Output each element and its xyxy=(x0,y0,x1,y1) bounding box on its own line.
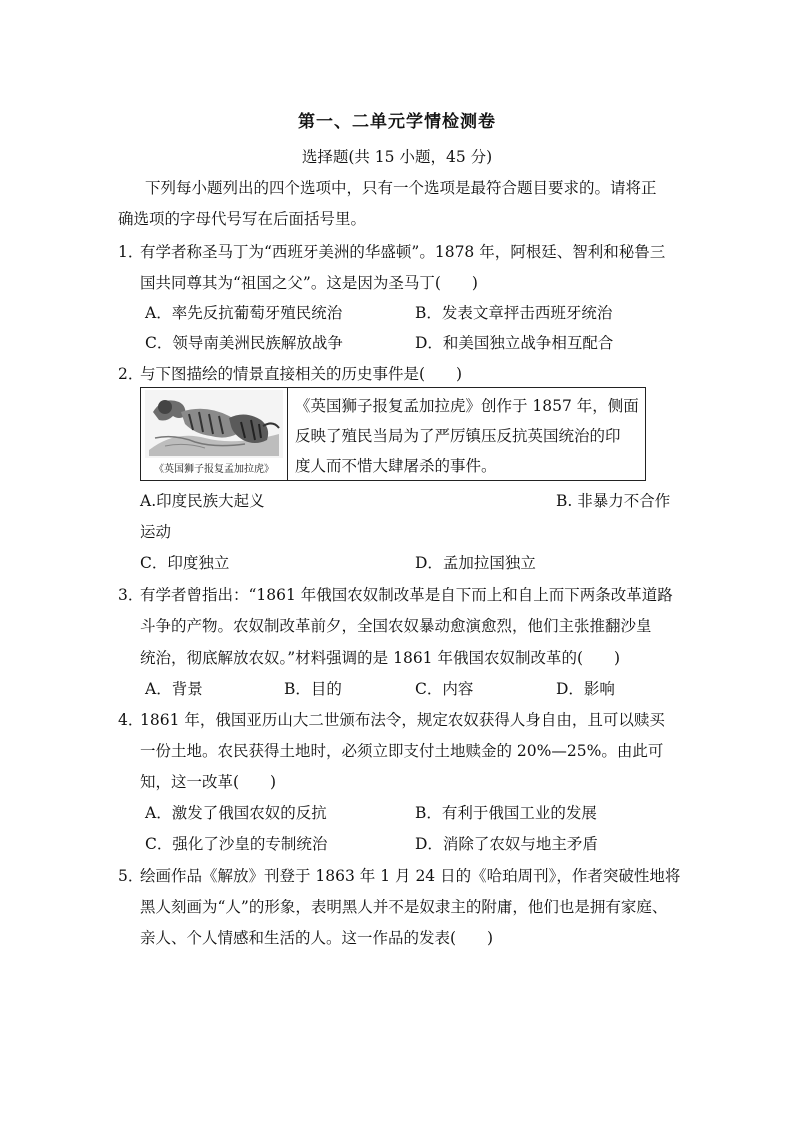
option-d: D．消除了农奴与地主矛盾 xyxy=(415,835,598,853)
question-number: 2． xyxy=(118,365,144,383)
option-a: A．背景 xyxy=(145,680,203,698)
question-number: 5． xyxy=(118,867,144,885)
figure-text-line: 《英国狮子报复孟加拉虎》创作于 1857 年，侧面 xyxy=(295,397,639,415)
option-d: D．影响 xyxy=(556,680,615,698)
option-b: B．发表文章抨击西班牙统治 xyxy=(415,304,613,322)
question-text: 国共同尊其为“祖国之父”。这是因为圣马丁( ) xyxy=(140,274,478,292)
question-text: 黑人刻画为“人”的形象，表明黑人并不是奴隶主的附庸，他们也是拥有家庭、 xyxy=(140,898,668,916)
option-a: A．率先反抗葡萄牙殖民统治 xyxy=(145,304,343,322)
option-c: C．印度独立 xyxy=(140,554,230,572)
option-b: B．有利于俄国工业的发展 xyxy=(415,804,597,822)
figure-text-line: 度人而不惜大肆屠杀的事件。 xyxy=(295,457,497,475)
question-text: 1861 年，俄国亚历山大二世颁布法令，规定农奴获得人身自由，且可以赎买 xyxy=(140,711,665,729)
option-b: B. 非暴力不合作 xyxy=(556,492,671,510)
option-d: D．和美国独立战争相互配合 xyxy=(415,334,614,352)
lion-tiger-cartoon-icon xyxy=(145,390,283,458)
figure-box xyxy=(140,387,646,481)
option-b: B．目的 xyxy=(284,680,342,698)
question-text: 知，这一改革( ) xyxy=(140,773,277,791)
option-d: D．孟加拉国独立 xyxy=(415,554,536,572)
question-text: 亲人、个人情感和生活的人。这一作品的发表( ) xyxy=(140,929,494,947)
question-number: 3． xyxy=(118,586,144,604)
question-number: 1． xyxy=(118,243,144,261)
page-title: 第一、二单元学情检测卷 xyxy=(298,112,496,132)
question-text: 斗争的产物。农奴制改革前夕，全国农奴暴动愈演愈烈，他们主张推翻沙皇 xyxy=(140,617,652,635)
question-text: 与下图描绘的情景直接相关的历史事件是( ) xyxy=(140,365,463,383)
question-number: 4． xyxy=(118,711,144,729)
figure-caption: 《英国狮子报复孟加拉虎》 xyxy=(154,464,274,475)
question-text: 有学者曾指出：“1861 年俄国农奴制改革是自下而上和自上而下两条改革道路 xyxy=(140,586,673,604)
figure-text-line: 反映了殖民当局为了严厉镇压反抗英国统治的印 xyxy=(295,427,621,445)
section-heading: 选择题(共 15 小题，45 分) xyxy=(301,148,493,166)
instruction-line: 确选项的字母代号写在后面括号里。 xyxy=(118,210,367,228)
question-text: 统治，彻底解放农奴。”材料强调的是 1861 年俄国农奴制改革的( ) xyxy=(140,649,621,667)
option-c: C．内容 xyxy=(415,680,474,698)
option-c: C．强化了沙皇的专制统治 xyxy=(145,835,328,853)
cartoon-image xyxy=(141,388,288,480)
option-c: C．领导南美洲民族解放战争 xyxy=(145,334,343,352)
option-a: A.印度民族大起义 xyxy=(140,492,265,510)
question-text: 绘画作品《解放》刊登于 1863 年 1 月 24 日的《哈珀周刊》，作者突破性地将 xyxy=(140,867,681,885)
instruction-line: 下列每小题列出的四个选项中，只有一个选项是最符合题目要求的。请将正 xyxy=(145,179,657,197)
option-b-continued: 运动 xyxy=(140,523,172,541)
question-text: 有学者称圣马丁为“西班牙美洲的华盛顿”。1878 年，阿根廷、智利和秘鲁三 xyxy=(140,243,666,261)
figure-description xyxy=(295,391,641,481)
question-text: 一份土地。农民获得土地时，必须立即支付土地赎金的 20%—25%。由此可 xyxy=(140,742,664,760)
option-a: A．激发了俄国农奴的反抗 xyxy=(145,804,327,822)
